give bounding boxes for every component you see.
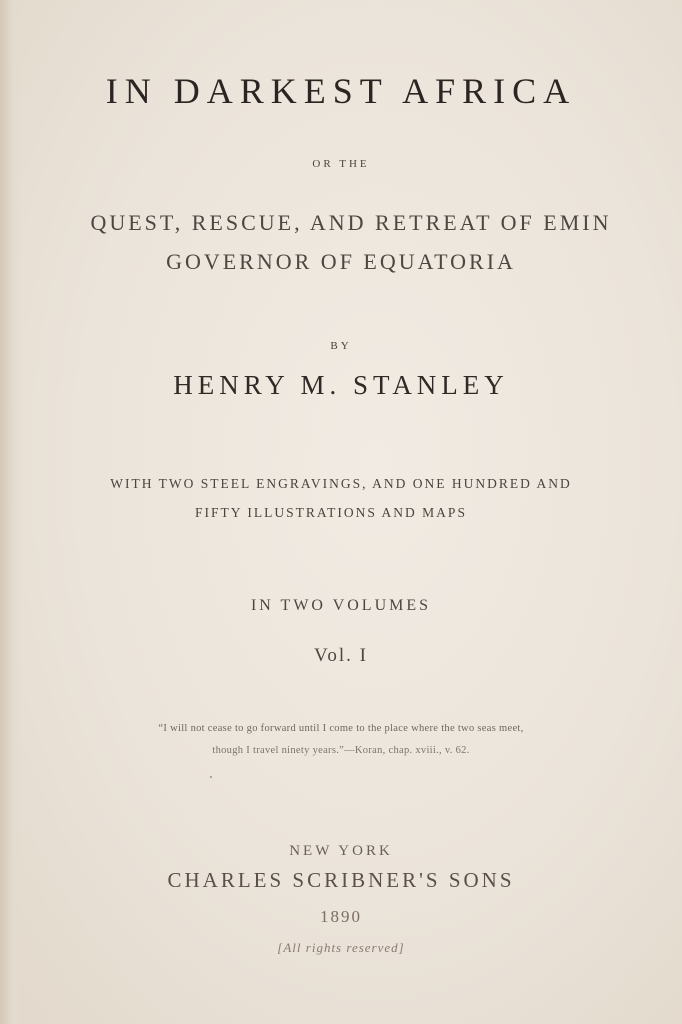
- volume-number: Vol. I: [314, 645, 368, 666]
- volumes-note: IN TWO VOLUMES: [250, 597, 432, 614]
- subtitle-line-1: QUEST, RESCUE, AND RETREAT OF EMIN: [90, 210, 612, 235]
- publisher-city: NEW YORK: [289, 843, 393, 859]
- illustrations-line-2: FIFTY ILLUSTRATIONS AND MAPS: [195, 505, 467, 520]
- by-connector: BY: [330, 340, 352, 352]
- epigraph-line-1: “I will not cease to go forward until I come to the place where the two seas meet,: [158, 723, 524, 734]
- illustrations-line-1: WITH TWO STEEL ENGRAVINGS, AND ONE HUNDRED AND: [110, 476, 572, 491]
- book-title: IN DARKEST AFRICA: [105, 71, 577, 111]
- subtitle-line-2: GOVERNOR OF EQUATORIA: [166, 249, 516, 274]
- epigraph-line-2: though I travel ninety years.”—Koran, chap. xviii., v. 62.: [212, 745, 470, 756]
- rights-notice: [All rights reserved]: [277, 940, 405, 955]
- publisher-name: CHARLES SCRIBNER'S SONS: [167, 868, 515, 892]
- ink-speck: [210, 776, 212, 778]
- author-name: HENRY M. STANLEY: [173, 370, 509, 400]
- or-the-connector: OR THE: [312, 158, 370, 170]
- publication-year: 1890: [320, 907, 362, 926]
